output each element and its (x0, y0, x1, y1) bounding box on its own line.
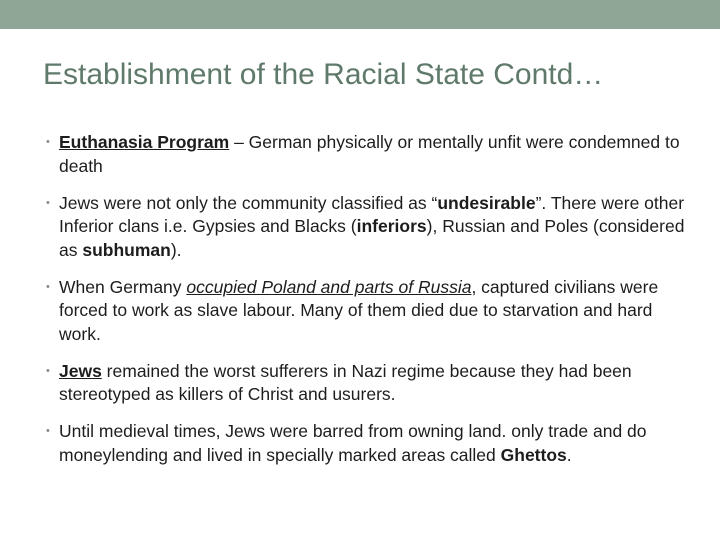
term-ghettos: Ghettos (500, 444, 567, 465)
bullet-marker: • (46, 280, 50, 293)
bullet-text: , captured civilians were forced to work as slave labour. Many of them died due to starvation and hard work. (59, 276, 659, 344)
bullet-text: Jews were not only the community classified as “ (59, 192, 438, 213)
bullet-text: ). (170, 239, 182, 260)
bullet-marker: • (46, 136, 50, 148)
slide-title: Establishment of the Racial State Contd… (43, 58, 604, 91)
bullet-item-euthanasia (46, 131, 686, 178)
bullet-text: ”. There were other Inferior clans i.e. Gypsies and Blacks ( (59, 192, 685, 236)
bullet-item-undesirable (46, 192, 686, 263)
bullet-text: Until medieval times, Jews were barred from owning land. only trade and do moneylending and lived in specially marked areas called (59, 421, 647, 465)
bullet-marker: • (46, 364, 50, 377)
bullet-item-occupation (46, 276, 686, 347)
term-euthanasia-program: Euthanasia Program (59, 132, 230, 152)
bullet-item-jews (46, 360, 686, 407)
bullet-marker: • (46, 425, 50, 437)
bullet-item-ghettos (46, 420, 686, 467)
term-subhuman: subhuman (82, 239, 171, 260)
term-inferiors: inferiors (356, 216, 427, 236)
bullet-marker: • (46, 196, 50, 209)
term-jews: Jews (59, 360, 102, 381)
bullet-text: When Germany (59, 276, 187, 297)
bullet-text: . (566, 444, 572, 465)
term-occupied-poland-russia: occupied Poland and parts of Russia (186, 276, 472, 297)
header-accent-bar (0, 0, 720, 29)
bullet-list (46, 131, 686, 481)
bullet-text: ), Russian and Poles (considered as (59, 216, 685, 260)
term-undesirable: undesirable (437, 192, 536, 213)
bullet-text: remained the worst sufferers in Nazi regime because they had been stereotyped as killers of Christ and usurers. (59, 360, 632, 404)
bullet-text: – German physically or mentally unfit were condemned to death (59, 132, 680, 176)
